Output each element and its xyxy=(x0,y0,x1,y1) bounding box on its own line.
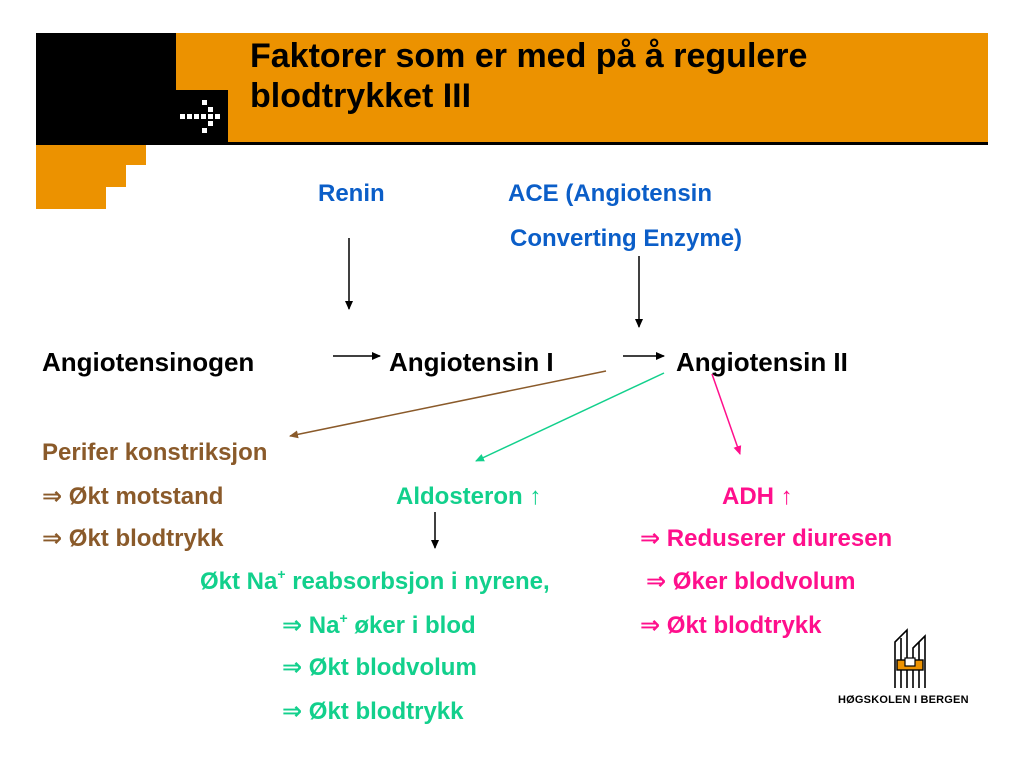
adh-effect-1 xyxy=(640,525,892,553)
logo-text: HØGSKOLEN I BERGEN xyxy=(838,694,969,706)
effect-text: Økt blodtrykk xyxy=(666,612,822,639)
effect-text: Økt blodtrykk xyxy=(308,698,464,725)
perifer-item-2-text: Økt blodtrykk xyxy=(68,525,224,552)
implies-symbol: ⇒ xyxy=(282,654,303,681)
na-superscript: + xyxy=(339,610,348,626)
adh-text: ADH xyxy=(722,483,774,510)
implies-symbol: ⇒ xyxy=(282,612,303,639)
na-reabsorption-line xyxy=(200,568,550,596)
aldosteron-effect-2 xyxy=(282,654,477,682)
effect-text: øker i blod xyxy=(347,612,476,639)
implies-symbol: ⇒ xyxy=(42,483,63,510)
renin-label: Renin xyxy=(318,180,385,207)
title-line-1: Faktorer som er med på å regulere xyxy=(250,37,808,75)
logo-building-icon xyxy=(893,628,927,690)
aldosteron-label xyxy=(396,483,541,511)
ace-label-line2: Converting Enzyme) xyxy=(510,225,743,252)
angiotensin1-label: Angiotensin I xyxy=(389,347,554,377)
angiotensinogen-label: Angiotensinogen xyxy=(42,347,255,377)
perifer-item-2 xyxy=(42,525,223,553)
adh-effect-2 xyxy=(646,568,855,596)
implies-symbol: ⇒ xyxy=(640,612,661,639)
effect-text: Reduserer diuresen xyxy=(666,525,893,552)
na-text: Na xyxy=(308,612,340,639)
aldosteron-text: Aldosteron xyxy=(396,483,523,510)
title-line-2: blodtrykket III xyxy=(250,77,472,115)
effect-text: Øker blodvolum xyxy=(672,568,856,595)
na-superscript: + xyxy=(277,566,286,582)
constriction-arrow xyxy=(290,371,606,436)
effect-text: Økt blodvolum xyxy=(308,654,477,681)
implies-symbol: ⇒ xyxy=(42,525,63,552)
up-arrow-icon: ↑ xyxy=(780,483,793,510)
adh-arrow xyxy=(712,374,740,454)
implies-symbol: ⇒ xyxy=(282,698,303,725)
perifer-item-1 xyxy=(42,483,223,511)
perifer-item-1-text: Økt motstand xyxy=(68,483,224,510)
aldosteron-effect-1 xyxy=(282,612,476,640)
ace-label-line1: ACE (Angiotensin xyxy=(508,180,712,207)
perifer-heading: Perifer konstriksjon xyxy=(42,439,268,466)
implies-symbol: ⇒ xyxy=(640,525,661,552)
adh-label xyxy=(722,483,793,511)
na-text-part1: Økt Na xyxy=(200,568,278,595)
aldosteron-effect-3 xyxy=(282,698,463,726)
aldosteron-arrow xyxy=(476,373,664,461)
up-arrow-icon: ↑ xyxy=(529,483,542,510)
implies-symbol: ⇒ xyxy=(646,568,667,595)
angiotensin2-label: Angiotensin II xyxy=(676,347,848,377)
na-text-part2: reabsorbsjon i nyrene, xyxy=(285,568,550,595)
adh-effect-3 xyxy=(640,612,821,640)
